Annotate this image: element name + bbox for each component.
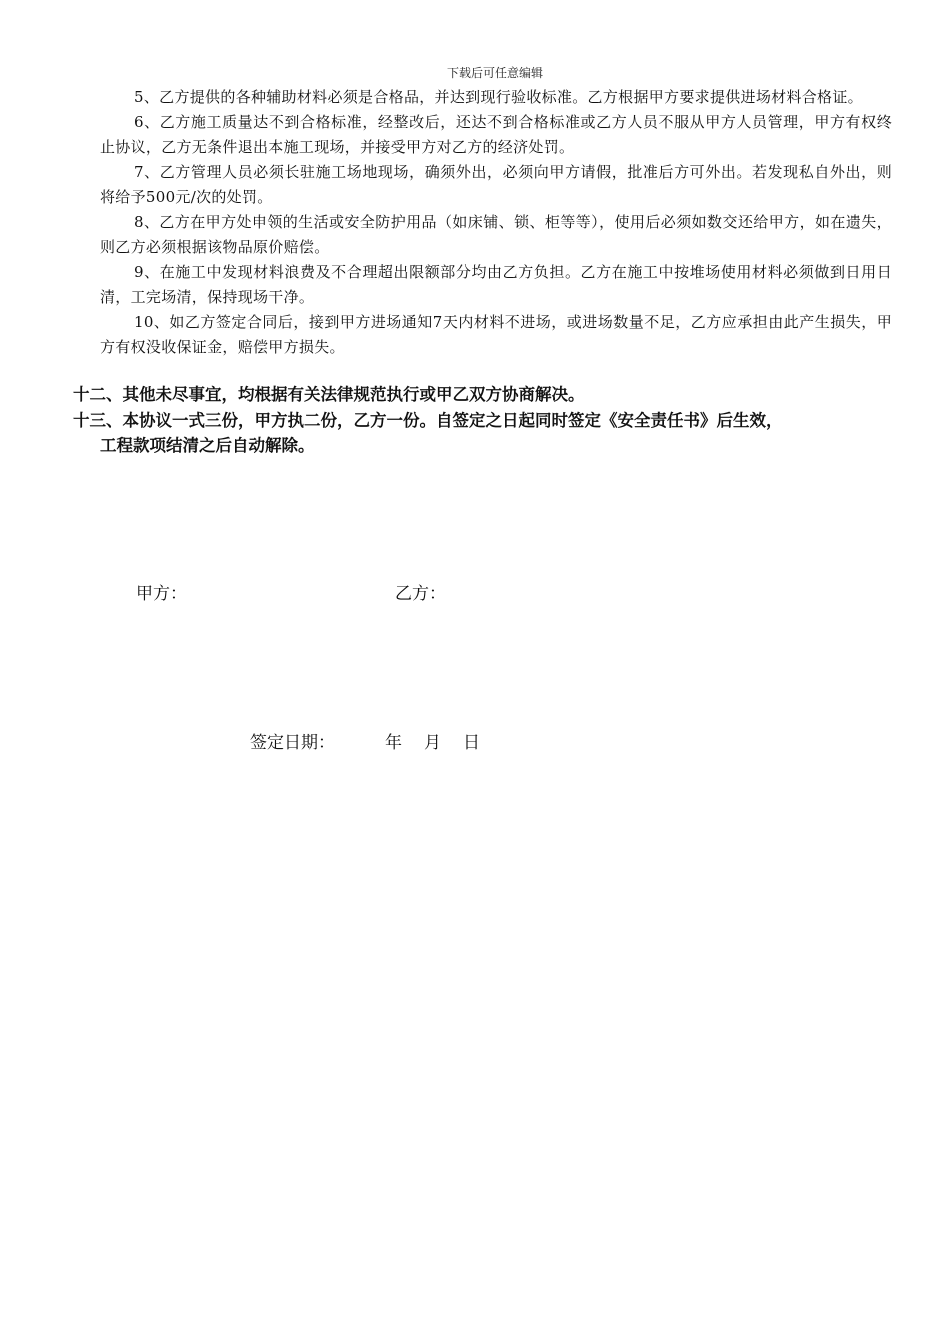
section-13-line1: 十三、本协议一式三份，甲方执二份，乙方一份。自签定之日起同时签定《安全责任书》后生效，	[73, 411, 783, 430]
clause-8: 8、乙方在甲方处申领的生活或安全防护用品（如床铺、锁、柜等等），使用后必须如数交还给甲方，如在遗失，则乙方必须根据该物品原价赔偿。	[100, 213, 892, 256]
clause-6: 6、乙方施工质量达不到合格标准，经整改后，还达不到合格标准或乙方人员不服从甲方人员管理，甲方有权终止协议，乙方无条件退出本施工现场，并接受甲方对乙方的经济处罚。	[100, 113, 892, 156]
date-day: 日	[463, 733, 480, 753]
clause-10: 10、如乙方签定合同后，接到甲方进场通知7天内材料不进场，或进场数量不足，乙方应承担由此产生损失，甲方有权没收保证金，赔偿甲方损失。	[100, 313, 892, 356]
signing-date-label: 签定日期：	[250, 733, 335, 753]
clause-9: 9、在施工中发现材料浪费及不合理超出限额部分均由乙方负担。乙方在施工中按堆场使用材料必须做到日用日清，工完场清，保持现场干净。	[100, 263, 892, 306]
clause-5: 5、乙方提供的各种辅助材料必须是合格品，并达到现行验收标准。乙方根据甲方要求提供进场材料合格证。	[134, 88, 863, 106]
party-b-label: 乙方：	[395, 584, 446, 604]
date-year: 年	[385, 733, 402, 753]
page-header-note: 下载后可任意编辑	[446, 66, 543, 80]
party-a-label: 甲方：	[136, 584, 187, 604]
section-13	[73, 408, 903, 458]
section-12	[73, 382, 903, 407]
section-13-line2: 工程款项结清之后自动解除。	[100, 436, 315, 455]
section-12-text: 十二、其他未尽事宜，均根据有关法律规范执行或甲乙双方协商解决。	[73, 385, 585, 404]
date-month: 月	[424, 733, 441, 753]
clause-7: 7、乙方管理人员必须长驻施工场地现场，确须外出，必须向甲方请假，批准后方可外出。若发现私自外出，则将给予500元/次的处罚。	[100, 163, 892, 206]
clause-list	[100, 85, 892, 360]
